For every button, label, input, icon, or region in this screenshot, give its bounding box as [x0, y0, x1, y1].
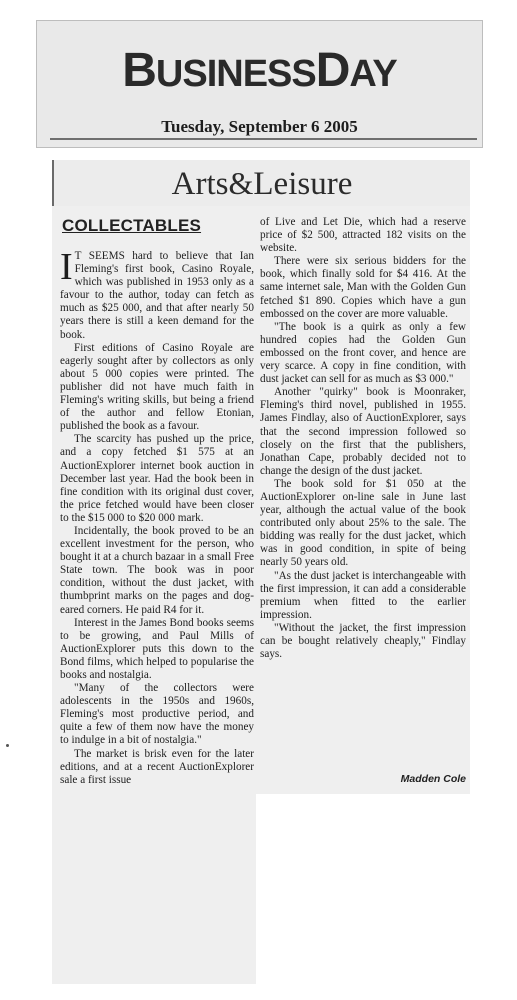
- article-column-2: [260, 216, 466, 661]
- section-word: Arts: [171, 166, 229, 202]
- article-paragraph: of Live and Let Die, which had a reserve price of $2 500, attracted 182 visits on the website.: [260, 216, 466, 255]
- section-heading: [52, 160, 470, 206]
- article-paragraph: Interest in the James Bond books seems to be growing, and Paul Mills of AuctionExplorer puts this down to the Bond films, which helped to popularise the books and nostalgia.: [60, 616, 254, 681]
- article-paragraph: The market is brisk even for the later editions, and at a recent AuctionExplorer sale a first issue: [60, 747, 254, 786]
- article-paragraph: "As the dust jacket is interchangeable with the first impression, it can add a considerable premium when fitted to the earlier impression.: [260, 569, 466, 621]
- byline: Madden Cole: [400, 773, 466, 785]
- clipping-paper-tail: [52, 794, 256, 984]
- drop-cap: I: [60, 246, 73, 288]
- brand-letter: D: [315, 44, 350, 97]
- article-paragraph: Incidentally, the book proved to be an excellent investment for the person, who bought it at a church bazaar in a small Free State town. The book was in poor condition, without the dust jacket, with thumbprint marks on the pages and dog-eared corners. He paid R4 for it.: [60, 524, 254, 616]
- brand-letter: B: [122, 44, 156, 97]
- article-paragraph: "Without the jacket, the first impression can be bought relatively cheaply," Findlay says.: [260, 621, 466, 661]
- brand-text: USINESS: [155, 53, 316, 95]
- section-word: Leisure: [253, 166, 353, 202]
- masthead-rule: [50, 138, 477, 140]
- article-paragraph: "The book is a quirk as only a few hundred copies had the Golden Gun embossed on the front cover, and hence are very scarce. A copy in fine condition, with dust jacket can sell for as much as $3 000.": [260, 320, 466, 386]
- article-paragraph: There were six serious bidders for the book, which finally sold for $4 416. At the same internet sale, Man with the Golden Gun fetched $1 890. Copies which have a gun embossed on the cover are more valuable.: [260, 255, 466, 320]
- article-paragraph: "Many of the collectors were adolescents in the 1950s and 1960s, Fleming's most productive period, and quite a few of them now have the money to indulge in a bit of nostalgia.": [60, 682, 254, 747]
- article-column-1: [60, 246, 254, 787]
- article-paragraph: Another "quirky" book is Moonraker, Fleming's third novel, published in 1955. James Findlay, also of AuctionExplorer, says that the second impression followed so closely on the first that the publishers, Jonathan Cape, probably decided not to change the design of the dust jacket.: [260, 386, 466, 477]
- newspaper-title: [37, 44, 482, 97]
- section-ampersand: &: [228, 165, 254, 201]
- masthead: [36, 20, 483, 148]
- brand-text: AY: [349, 53, 397, 95]
- issue-date: Tuesday, September 6 2005: [161, 117, 358, 136]
- article-paragraph: The book sold for $1 050 at the AuctionExplorer on-line sale in June last year, although the actual value of the book contributed only about 25% to the sale. The bidding was really for the dust jacket, which was in good condition, in spite of being nearly 50 years old.: [260, 477, 466, 569]
- paragraph-text: T SEEMS hard to believe that Ian Fleming's first book, Casino Royale, which was published in 1953 only as a favour to the author, today can fetch as much as $25 000, and that after nearly 50 years there is still a keen demand for the book.: [60, 250, 254, 341]
- article-kicker: COLLECTABLES: [62, 216, 202, 235]
- article-paragraph: [60, 246, 254, 342]
- article-paragraph: First editions of Casino Royale are eagerly sought after by collectors as only about 5 000 copies were printed. The publisher did not have much faith in Fleming's writing skills, but being a friend of the author and fellow Etonian, published the book as a favour.: [60, 341, 254, 433]
- article-paragraph: The scarcity has pushed up the price, and a copy fetched $1 575 at an AuctionExplorer internet book auction in December last year. Had the book been in fine condition with its original dust cover, the price fetched would have been closer to the $15 000 to $20 000 mark.: [60, 433, 254, 524]
- speck: [6, 744, 9, 747]
